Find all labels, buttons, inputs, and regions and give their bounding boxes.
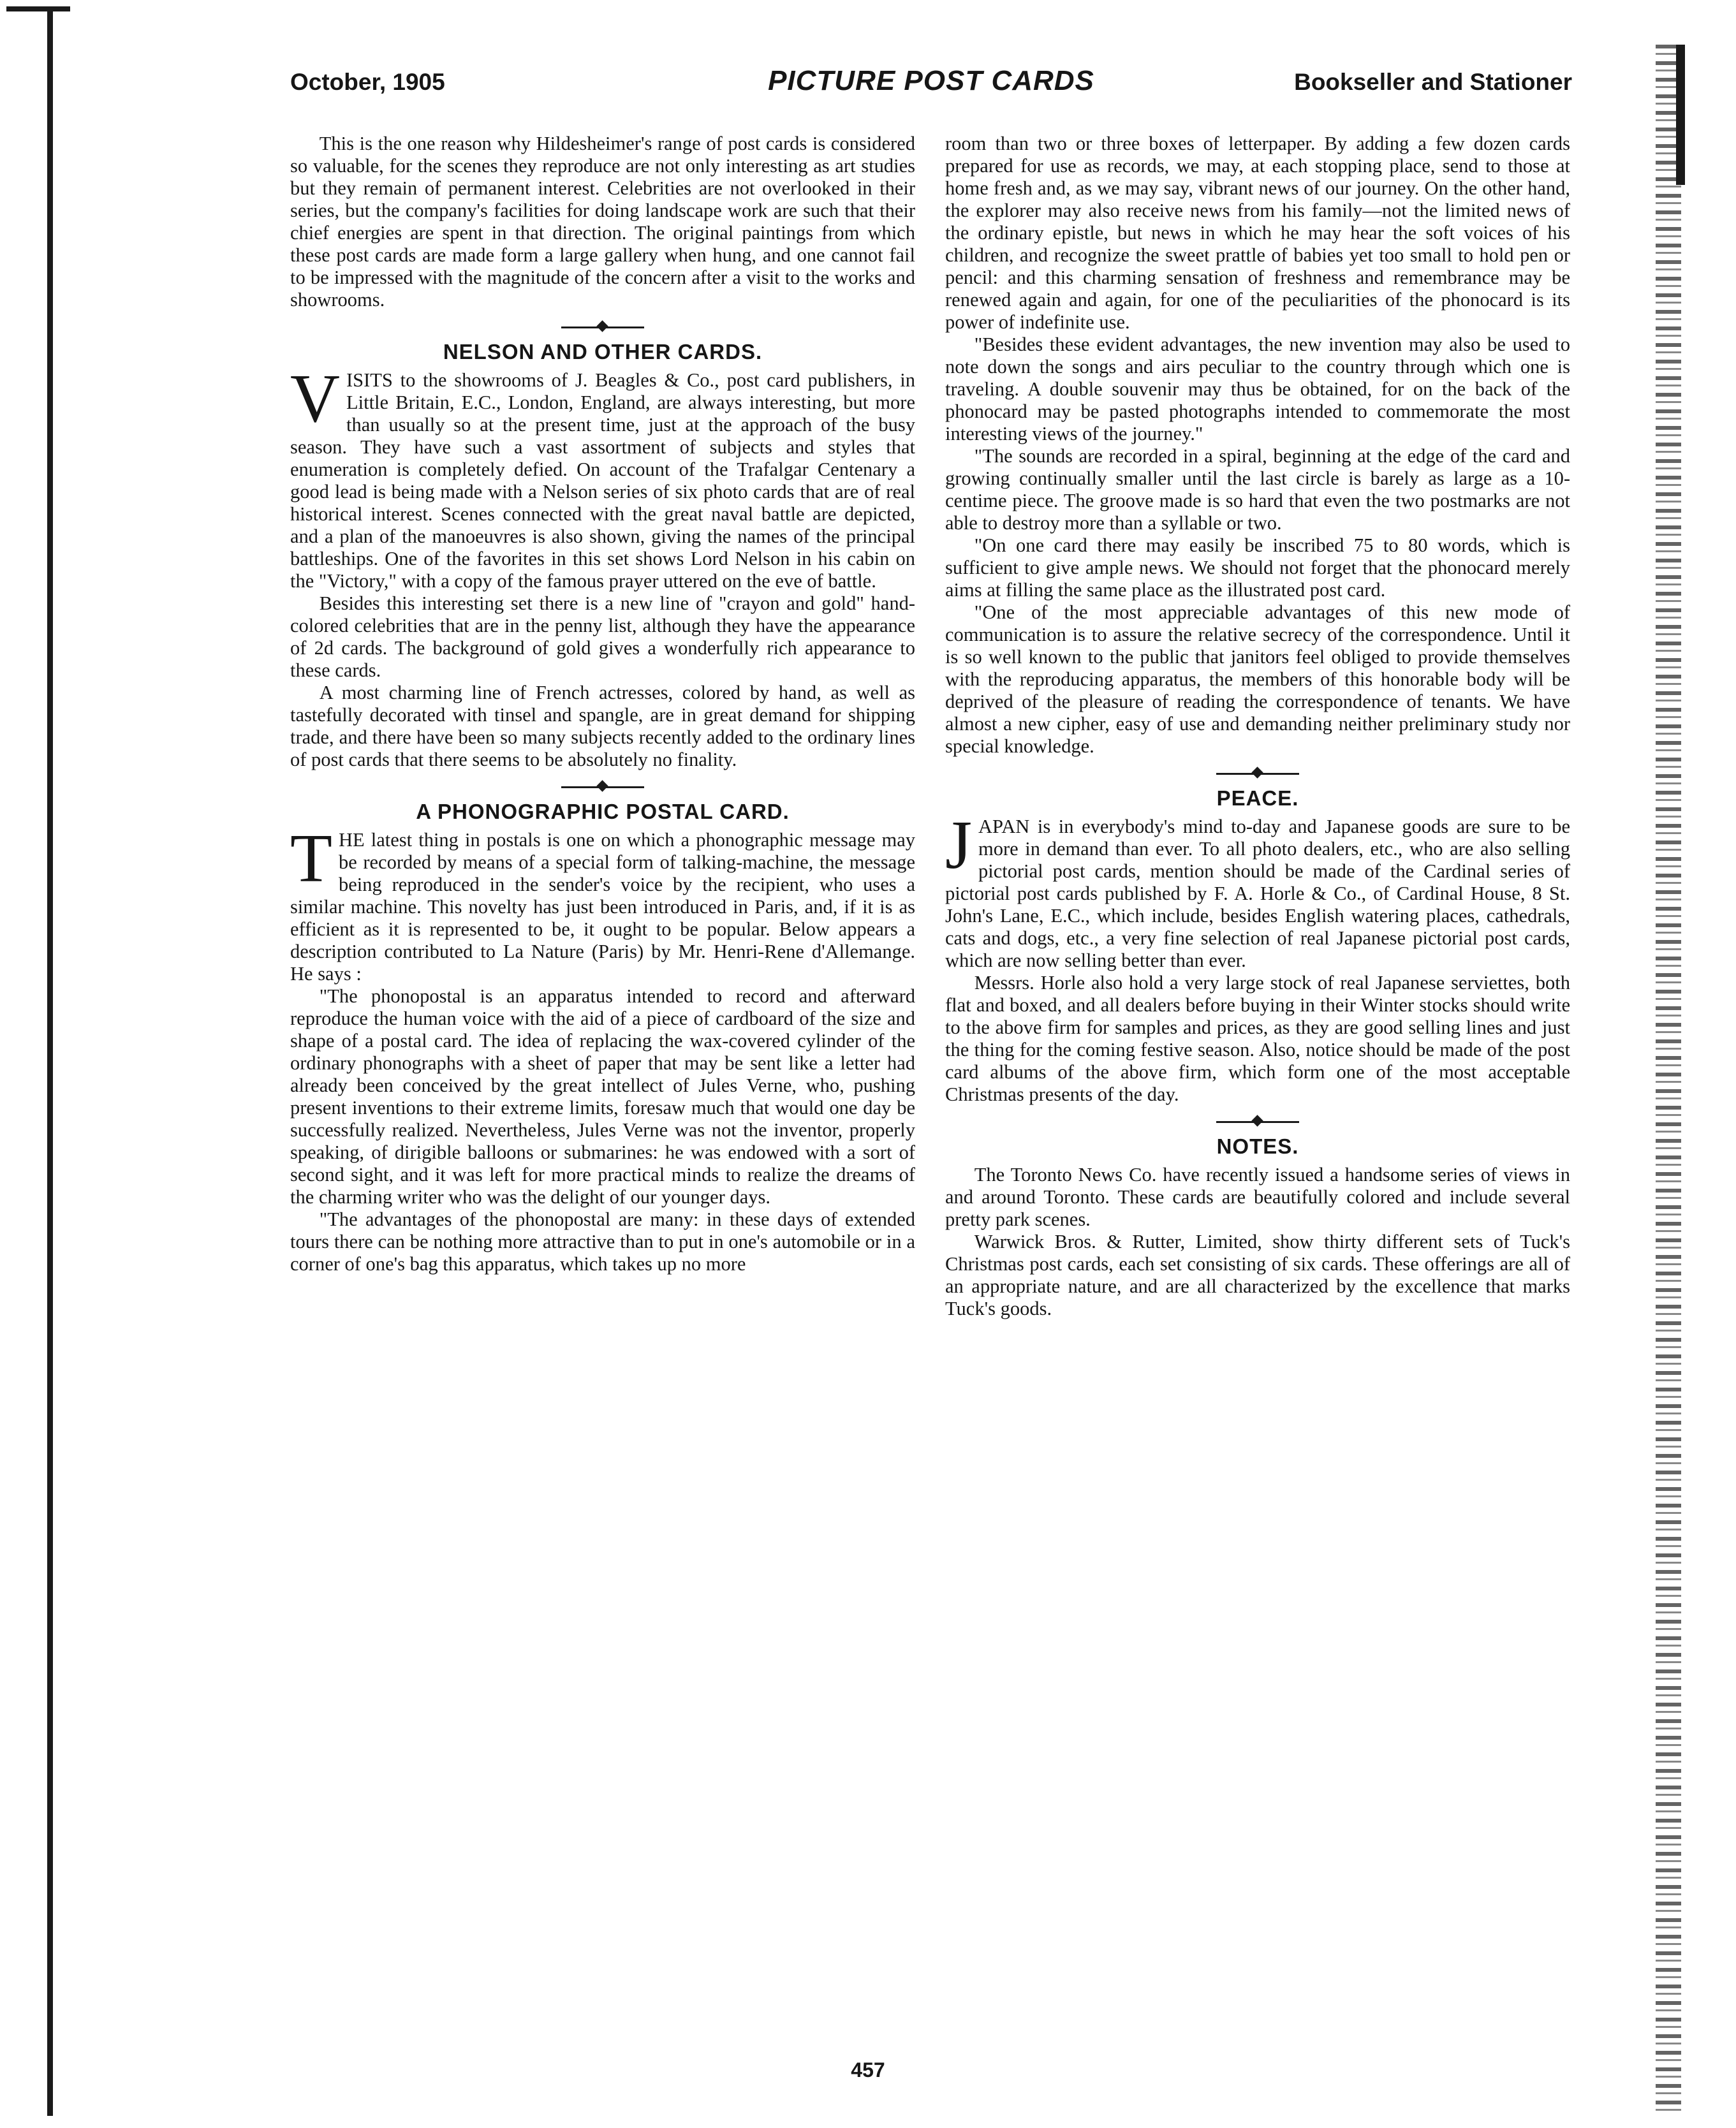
section-separator xyxy=(945,761,1570,784)
drop-cap: V xyxy=(290,361,340,437)
page-number: 457 xyxy=(851,2058,885,2081)
phonographic-paragraph-3: "The advantages of the phonopostal are many: in these days of extended tours there can be nothing more attractive than to put in one's automobile or in a corner of one's bag this apparatus, which takes up no more xyxy=(290,1208,915,1275)
section-separator xyxy=(290,315,915,338)
issue-date: October, 1905 xyxy=(290,69,445,95)
drop-cap: J xyxy=(945,807,973,883)
left-column xyxy=(290,133,915,1275)
notes-heading: NOTES. xyxy=(1216,1134,1299,1158)
phonographic-paragraph-1 xyxy=(290,821,915,985)
running-title: PICTURE POST CARDS xyxy=(768,65,1094,96)
peace-paragraph-1 xyxy=(945,807,1570,972)
peace-paragraph-2: Messrs. Horle also hold a very large stock of real Japanese serviettes, both flat and boxed, and all dealers before buying in their Winter stocks should write to the above firm for samples and prices, as they are good selling lines and just the thing for the coming festive season. Also, notice should be made of the post card albums of the above firm, which form one of the most acceptable Christmas presents of the day. xyxy=(945,972,1570,1105)
peace-heading: PEACE. xyxy=(1216,786,1299,810)
phonographic-heading: A PHONOGRAPHIC POSTAL CARD. xyxy=(416,800,790,823)
nelson-paragraph-2: Besides this interesting set there is a new line of "crayon and gold" hand-colored celebrities that are in the penny list, although they have the appearance of 2d cards. The background of gold gives a wonderfully rich appearance to these cards. xyxy=(290,592,915,681)
margin-rule xyxy=(47,11,53,2116)
phonocard-paragraph-3: "The sounds are recorded in a spiral, beginning at the edge of the card and growing continually smaller until the last circle is barely as large as a 10-centime piece. The groove made is so hard that even the two postmarks are not able to destroy more than a syllable or two. xyxy=(945,445,1570,534)
notes-paragraph-1: The Toronto News Co. have recently issued a handsome series of views in and around Toronto. These cards are beautifully colored and include several pretty park scenes. xyxy=(945,1164,1570,1230)
section-separator xyxy=(945,1110,1570,1133)
nelson-paragraph-1-text: ISITS to the showrooms of J. Beagles & Co., post card publishers, in Little Britain, E.C., London, England, are always interesting, but more than usually so at the present time, just at the approach of the busy season. They have such a vast assortment of subjects and styles that enumeration is completely defied. On account of the Trafalgar Centenary a good lead is being made with a Nelson series of six photo cards that are of real historical interest. Scenes connected with the great naval battle are depicted, and a plan of the manoeuvres is also shown, giving the names of the principal battleships. One of the favorites in this set shows Lord Nelson in his cabin on the "Victory," with a copy of the famous prayer uttered on the eve of battle. xyxy=(290,369,915,592)
scan-edge-mark xyxy=(1676,45,1685,185)
peace-paragraph-1-text: APAN is in everybody's mind to-day and Japanese goods are sure to be more in demand than ever. To all photo dealers, etc., who are also selling pictorial post cards, mention should be made of the Cardinal series of pictorial post cards published by F. A. Horle & Co., of Cardinal House, 8 St. John's Lane, E.C., which include, besides English watering places, cathedrals, cats and dogs, etc., a very fine selection of real Japanese pictorial post cards, which are now selling better than ever. xyxy=(945,816,1570,971)
phonographic-paragraph-1-text: HE latest thing in postals is one on which a phonographic message may be recorded by means of a special form of talking-machine, the message being reproduced in the sender's voice by the recipient, who uses a similar machine. This novelty has just been introduced in Paris, and, if it is as efficient as it is represented to be, it ought to be popular. Below appears a description contributed to La Nature (Paris) by Mr. Henri-Rene d'Allemange. He says : xyxy=(290,829,915,985)
nelson-paragraph-1 xyxy=(290,361,915,592)
hildesheimer-paragraph: This is the one reason why Hildesheimer's range of post cards is considered so valuable, for the scenes they reproduce are not only interesting as art studies but they remain of permanent interest. Celebrities are not overlooked in their series, but the company's facilities for doing landscape work are such that their chief energies are spent in that direction. The original paintings from which these post cards are made form a large gallery when hung, and one cannot fail to be impressed with the magnitude of the concern after a visit to the works and showrooms. xyxy=(290,133,915,311)
phonographic-paragraph-2: "The phonopostal is an apparatus intended to record and afterward reproduce the human voice with the aid of a piece of cardboard of the size and shape of a postal card. The idea of replacing the wax-covered cylinder of the ordinary phonographs with a sheet of paper that may be sent like a letter had already been conceived by the great intellect of Jules Verne, who, pushing present inventions to their extreme limits, foresaw much that would one day be successfully realized. Nevertheless, Jules Verne was not the inventor, properly speaking, of dirigible balloons or submarines: he was endowed with a sort of second sight, and it was left for more practical minds to realize the dreams of the charming writer who was the delight of our younger days. xyxy=(290,985,915,1208)
phonocard-paragraph-5: "One of the most appreciable advantages of this new mode of communication is to assure the relative secrecy of the correspondence. Until it is so well known to the public that janitors feel obliged to provide themselves with the reproducing apparatus, the members of this honorable body will be deprived of the pleasure of reading the correspondence of tenants. We have almost a new cipher, easy of use and demanding neither preliminary study nor special knowledge. xyxy=(945,601,1570,757)
phonocard-paragraph-2: "Besides these evident advantages, the new invention may also be used to note down the songs and airs peculiar to the country through which one is traveling. A double souvenir may thus be obtained, for on the back of the phonocard may be pasted photographs intended to commemorate the most interesting views of the journey." xyxy=(945,334,1570,444)
section-separator xyxy=(290,775,915,798)
nelson-paragraph-3: A most charming line of French actresses, colored by hand, as well as tastefully decorated with tinsel and spangle, are in great demand for shipping trade, and there have been so many subjects recently added to the ordinary lines of post cards that there seems to be absolutely no finality. xyxy=(290,682,915,770)
notes-paragraph-2: Warwick Bros. & Rutter, Limited, show thirty different sets of Tuck's Christmas post cards, each set consisting of six cards. These offerings are all of an appropriate nature, and are all characterized by the excellence that marks Tuck's goods. xyxy=(945,1231,1570,1319)
phonocard-paragraph-4: "On one card there may easily be inscribed 75 to 80 words, which is sufficient to give ample news. We should not forget that the phonocard merely aims at filling the same place as the illustrated post card. xyxy=(945,534,1570,601)
publication-name: Bookseller and Stationer xyxy=(1294,69,1572,95)
running-head xyxy=(290,65,1572,103)
margin-rule-top xyxy=(6,6,70,11)
drop-cap: T xyxy=(290,821,332,897)
phonocard-paragraph-1: room than two or three boxes of letterpaper. By adding a few dozen cards prepared for use as records, we may, at each stopping place, send to those at home fresh and, as we may say, vibrant news of our journey. On the other hand, the explorer may also receive news from his family—not the limited news of the ordinary epistle, but news in which he may hear the soft voices of his children, and recognize the sweet prattle of babies yet too small to hold pen or pencil: and this charming sensation of freshness and remembrance may be renewed again and again, for one of the peculiarities of the phonocard is its power of indefinite use. xyxy=(945,133,1570,333)
scan-edge xyxy=(1656,45,1681,2111)
nelson-heading: NELSON AND OTHER CARDS. xyxy=(443,340,763,363)
right-column xyxy=(945,133,1570,1320)
